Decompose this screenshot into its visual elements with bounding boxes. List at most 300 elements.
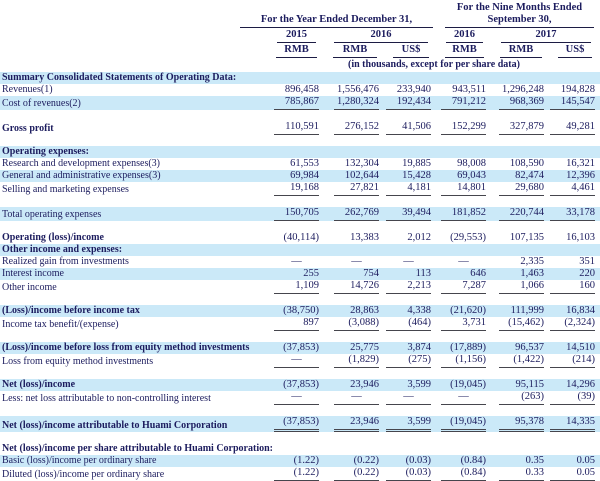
value-text: 1,109 bbox=[274, 280, 319, 294]
value-text: (0.22) bbox=[353, 455, 379, 466]
row-label: Realized gain from investments bbox=[2, 256, 129, 267]
cell-value bbox=[385, 268, 437, 280]
spacer-row bbox=[0, 432, 600, 443]
value-text: 791,212 bbox=[441, 96, 486, 110]
year-header-2017: 2017 bbox=[492, 28, 600, 43]
value-text: 2,213 bbox=[386, 280, 431, 294]
value-text: 41,506 bbox=[386, 121, 431, 135]
value-text: — bbox=[458, 256, 469, 267]
cell-value bbox=[437, 232, 492, 244]
cell-value bbox=[550, 317, 600, 331]
table-row bbox=[0, 207, 600, 221]
cell-value bbox=[385, 391, 437, 405]
cell-value bbox=[437, 158, 492, 170]
value-text: (3,088) bbox=[334, 317, 379, 331]
empty-header-cell bbox=[0, 2, 268, 28]
cell-value bbox=[492, 182, 550, 196]
value-text: 192,434 bbox=[386, 96, 431, 110]
row-label: Selling and marketing expenses bbox=[2, 184, 129, 195]
value-text: (0.03) bbox=[405, 455, 431, 466]
value-text: 19,885 bbox=[402, 158, 431, 169]
row-label: (Loss)/income before income tax bbox=[0, 305, 268, 317]
value-text: 27,821 bbox=[334, 182, 379, 196]
cell-value bbox=[492, 244, 550, 256]
cell-value bbox=[492, 256, 550, 268]
value-text: 968,369 bbox=[499, 96, 544, 110]
value-text: 82,474 bbox=[515, 170, 544, 181]
cell-value bbox=[325, 305, 385, 317]
value-text: 194,828 bbox=[560, 84, 595, 95]
value-text: (19,045) bbox=[450, 379, 486, 390]
spacer-row bbox=[0, 135, 600, 146]
cell-value bbox=[550, 455, 600, 467]
value-text: 3,731 bbox=[441, 317, 486, 331]
cell-value bbox=[492, 232, 550, 244]
cell-value bbox=[385, 72, 437, 84]
row-label: Total operating expenses bbox=[0, 207, 268, 221]
value-text: 1,556,476 bbox=[337, 84, 379, 95]
cell-value bbox=[437, 207, 492, 221]
value-text: 25,775 bbox=[350, 342, 379, 353]
cell-value bbox=[492, 379, 550, 391]
cell-value bbox=[492, 146, 550, 158]
cell-value bbox=[492, 391, 550, 405]
value-text: — bbox=[291, 256, 302, 267]
value-text: 108,590 bbox=[509, 158, 544, 169]
value-text: 16,834 bbox=[566, 305, 595, 316]
table-header bbox=[0, 2, 600, 72]
value-text: (37,853) bbox=[283, 342, 319, 353]
cell-value bbox=[385, 121, 437, 135]
value-text: — bbox=[386, 391, 431, 405]
cell-value bbox=[492, 84, 550, 96]
cell-value bbox=[437, 379, 492, 391]
row-label: Operating (loss)/income bbox=[2, 232, 104, 243]
value-text: (1,422) bbox=[499, 354, 544, 368]
value-text: 29,680 bbox=[499, 182, 544, 196]
cell-value bbox=[492, 96, 550, 110]
units-note-row bbox=[0, 58, 600, 72]
value-text: 95,115 bbox=[515, 379, 544, 390]
value-text: (17,889) bbox=[450, 342, 486, 353]
cell-value bbox=[325, 280, 385, 294]
value-text: 110,591 bbox=[274, 121, 319, 135]
cell-value bbox=[385, 244, 437, 256]
value-text: 15,428 bbox=[402, 170, 431, 181]
spacer-cell bbox=[0, 110, 600, 121]
empty-header-cell bbox=[0, 43, 268, 58]
value-text: 220 bbox=[579, 268, 595, 279]
cell-value bbox=[385, 305, 437, 317]
row-label: (Loss)/income before loss from equity method investments bbox=[0, 342, 268, 354]
cell-value bbox=[325, 182, 385, 196]
spacer-cell bbox=[0, 368, 600, 379]
value-text: (1,829) bbox=[334, 354, 379, 368]
cell-value bbox=[437, 443, 492, 455]
table-row bbox=[0, 268, 600, 280]
cell-value bbox=[550, 84, 600, 96]
cell-value bbox=[325, 268, 385, 280]
cell-value bbox=[550, 379, 600, 391]
value-text: 327,879 bbox=[499, 121, 544, 135]
col-group-nine-months-sep30 bbox=[437, 2, 600, 28]
cell-value bbox=[268, 391, 325, 405]
row-label: Gross profit bbox=[2, 123, 54, 134]
spacer-row bbox=[0, 331, 600, 342]
cell-value bbox=[385, 379, 437, 391]
cell-value bbox=[550, 244, 600, 256]
value-text: 14,335 bbox=[550, 416, 595, 432]
value-text: 754 bbox=[363, 268, 379, 279]
cell-value bbox=[268, 305, 325, 317]
value-text: 61,553 bbox=[290, 158, 319, 169]
value-text: 69,043 bbox=[457, 170, 486, 181]
cell-value bbox=[437, 342, 492, 354]
value-text: 95,378 bbox=[499, 416, 544, 432]
cell-value bbox=[385, 96, 437, 110]
value-text: (1.22) bbox=[293, 455, 319, 466]
col-group-year-ended-dec31 bbox=[260, 2, 437, 28]
page bbox=[0, 2, 600, 480]
cell-value bbox=[325, 96, 385, 110]
row-label: Revenues(1) bbox=[2, 84, 53, 95]
spacer-row bbox=[0, 405, 600, 416]
cell-value bbox=[325, 146, 385, 158]
value-text: 0.05 bbox=[550, 467, 595, 481]
value-text: 111,999 bbox=[510, 305, 544, 316]
cell-value bbox=[550, 416, 600, 432]
cell-value bbox=[325, 207, 385, 221]
row-label: Operating expenses: bbox=[0, 146, 268, 158]
value-text: (275) bbox=[386, 354, 431, 368]
cell-value bbox=[492, 416, 550, 432]
row-label: Net (loss)/income attributable to Huami Corporation bbox=[0, 416, 268, 432]
value-text: 896,458 bbox=[284, 84, 319, 95]
cell-value bbox=[268, 280, 325, 294]
cell-value bbox=[268, 379, 325, 391]
row-label: Other income bbox=[2, 282, 57, 293]
value-text: 4,338 bbox=[407, 305, 431, 316]
cell-value bbox=[325, 455, 385, 467]
cell-value bbox=[437, 244, 492, 256]
table-row bbox=[0, 305, 600, 317]
value-text: 1,066 bbox=[499, 280, 544, 294]
cell-value bbox=[437, 146, 492, 158]
value-text: 7,287 bbox=[441, 280, 486, 294]
cell-value bbox=[437, 170, 492, 182]
currency-header: US$ bbox=[550, 43, 600, 58]
operating-data-table bbox=[0, 2, 600, 481]
spacer-cell bbox=[0, 196, 600, 207]
cell-value bbox=[492, 443, 550, 455]
table-row bbox=[0, 158, 600, 170]
cell-value bbox=[385, 416, 437, 432]
currency-header: US$ bbox=[385, 43, 437, 58]
table-row bbox=[0, 96, 600, 110]
row-label: Diluted (loss)/income per ordinary share bbox=[2, 469, 165, 480]
value-text: (0.84) bbox=[460, 455, 486, 466]
cell-value bbox=[550, 467, 600, 481]
cell-value bbox=[492, 305, 550, 317]
value-text: 13,383 bbox=[350, 232, 379, 243]
financial-statement-document bbox=[0, 2, 600, 481]
row-label: Summary Consolidated Statements of Operating Data: bbox=[0, 72, 268, 84]
cell-value bbox=[492, 170, 550, 182]
cell-value bbox=[268, 244, 325, 256]
value-text: 16,103 bbox=[566, 232, 595, 243]
cell-value bbox=[437, 280, 492, 294]
value-text: 3,874 bbox=[407, 342, 431, 353]
currency-header-row bbox=[0, 43, 600, 58]
cell-value bbox=[437, 268, 492, 280]
value-text: 646 bbox=[470, 268, 486, 279]
cell-value bbox=[268, 232, 325, 244]
cell-value bbox=[268, 268, 325, 280]
value-text: 0.33 bbox=[499, 467, 544, 481]
value-text: 233,940 bbox=[396, 84, 431, 95]
cell-value bbox=[325, 354, 385, 368]
cell-value bbox=[550, 232, 600, 244]
table-row bbox=[0, 416, 600, 432]
value-text: — bbox=[441, 391, 486, 405]
cell-value bbox=[437, 182, 492, 196]
cell-value bbox=[268, 317, 325, 331]
table-row bbox=[0, 121, 600, 135]
col-group-label: For the Nine Months Ended September 30, bbox=[445, 2, 594, 28]
table-row bbox=[0, 170, 600, 182]
spacer-row bbox=[0, 294, 600, 305]
value-text: 4,181 bbox=[386, 182, 431, 196]
value-text: 145,547 bbox=[550, 96, 595, 110]
year-header-2015: 2015 bbox=[268, 28, 325, 43]
cell-value bbox=[268, 467, 325, 481]
row-label: Net (loss)/income per share attributable to Huami Corporation: bbox=[2, 443, 273, 454]
spacer-row bbox=[0, 368, 600, 379]
cell-value bbox=[550, 268, 600, 280]
cell-value bbox=[550, 158, 600, 170]
cell-value bbox=[268, 170, 325, 182]
value-text: (0.03) bbox=[386, 467, 431, 481]
year-header-row bbox=[0, 28, 600, 43]
value-text: 23,946 bbox=[350, 379, 379, 390]
value-text: (37,853) bbox=[283, 379, 319, 390]
value-text: (1.22) bbox=[274, 467, 319, 481]
cell-value bbox=[550, 443, 600, 455]
cell-value bbox=[325, 443, 385, 455]
cell-value bbox=[385, 182, 437, 196]
value-text: 14,296 bbox=[566, 379, 595, 390]
year-header-2016-nine-months: 2016 bbox=[437, 28, 492, 43]
currency-header: RMB bbox=[325, 43, 385, 58]
table-row bbox=[0, 342, 600, 354]
cell-value bbox=[325, 379, 385, 391]
cell-value bbox=[385, 455, 437, 467]
value-text: — bbox=[334, 391, 379, 405]
table-row bbox=[0, 391, 600, 405]
cell-value bbox=[550, 280, 600, 294]
value-text: 897 bbox=[274, 317, 319, 331]
row-label: Research and development expenses(3) bbox=[2, 158, 160, 169]
value-text: 33,178 bbox=[550, 207, 595, 221]
cell-value bbox=[492, 72, 550, 84]
cell-value bbox=[325, 256, 385, 268]
value-text: (0.22) bbox=[334, 467, 379, 481]
table-row bbox=[0, 455, 600, 467]
value-text: 107,135 bbox=[509, 232, 544, 243]
cell-value bbox=[268, 207, 325, 221]
cell-value bbox=[550, 121, 600, 135]
spacer-cell bbox=[0, 294, 600, 305]
value-text: (40,114) bbox=[283, 232, 319, 243]
table-row bbox=[0, 443, 600, 455]
cell-value bbox=[268, 182, 325, 196]
currency-header: RMB bbox=[437, 43, 492, 58]
cell-value bbox=[325, 170, 385, 182]
currency-header: RMB bbox=[492, 43, 550, 58]
table-row bbox=[0, 146, 600, 158]
table-row bbox=[0, 379, 600, 391]
cell-value bbox=[550, 342, 600, 354]
cell-value bbox=[325, 467, 385, 481]
table-row bbox=[0, 354, 600, 368]
value-text: 220,744 bbox=[499, 207, 544, 221]
cell-value bbox=[385, 146, 437, 158]
table-row bbox=[0, 182, 600, 196]
value-text: 14,801 bbox=[441, 182, 486, 196]
cell-value bbox=[385, 170, 437, 182]
value-text: 351 bbox=[579, 256, 595, 267]
cell-value bbox=[437, 305, 492, 317]
spacer-cell bbox=[0, 432, 600, 443]
cell-value bbox=[437, 72, 492, 84]
cell-value bbox=[437, 96, 492, 110]
value-text: (464) bbox=[386, 317, 431, 331]
table-row bbox=[0, 84, 600, 96]
cell-value bbox=[492, 207, 550, 221]
row-label: Basic (loss)/income per ordinary share bbox=[0, 455, 268, 467]
value-text: — bbox=[351, 256, 362, 267]
row-label: Loss from equity method investments bbox=[2, 356, 154, 367]
cell-value bbox=[268, 146, 325, 158]
cell-value bbox=[268, 416, 325, 432]
cell-value bbox=[492, 158, 550, 170]
cell-value bbox=[550, 182, 600, 196]
cell-value bbox=[325, 121, 385, 135]
row-label: Cost of revenues(2) bbox=[0, 96, 268, 110]
value-text: 2,012 bbox=[407, 232, 431, 243]
value-text: 4,461 bbox=[550, 182, 595, 196]
value-text: (19,045) bbox=[441, 416, 486, 432]
cell-value bbox=[325, 158, 385, 170]
spacer-cell bbox=[0, 331, 600, 342]
cell-value bbox=[325, 391, 385, 405]
cell-value bbox=[492, 467, 550, 481]
value-text: (21,620) bbox=[450, 305, 486, 316]
cell-value bbox=[550, 305, 600, 317]
value-text: 1,280,324 bbox=[334, 96, 379, 110]
cell-value bbox=[437, 121, 492, 135]
cell-value bbox=[325, 232, 385, 244]
value-text: 255 bbox=[303, 268, 319, 279]
cell-value bbox=[550, 72, 600, 84]
value-text: 102,644 bbox=[344, 170, 379, 181]
currency-header: RMB bbox=[268, 43, 325, 58]
value-text: 96,537 bbox=[515, 342, 544, 353]
year-header-2016: 2016 bbox=[325, 28, 437, 43]
cell-value bbox=[268, 455, 325, 467]
row-label: Net (loss)/income bbox=[0, 379, 268, 391]
value-text: 785,867 bbox=[274, 96, 319, 110]
value-text: (263) bbox=[499, 391, 544, 405]
cell-value bbox=[437, 455, 492, 467]
value-text: 98,008 bbox=[457, 158, 486, 169]
units-note: (in thousands, except for per share data) bbox=[348, 59, 520, 70]
table-row bbox=[0, 467, 600, 481]
value-text: 181,852 bbox=[441, 207, 486, 221]
value-text: 12,396 bbox=[566, 170, 595, 181]
value-text: 39,494 bbox=[386, 207, 431, 221]
table-row bbox=[0, 72, 600, 84]
cell-value bbox=[492, 268, 550, 280]
value-text: 69,984 bbox=[290, 170, 319, 181]
cell-value bbox=[268, 354, 325, 368]
value-text: 262,769 bbox=[334, 207, 379, 221]
spacer-cell bbox=[0, 135, 600, 146]
table-body bbox=[0, 72, 600, 481]
value-text: 49,281 bbox=[550, 121, 595, 135]
cell-value bbox=[550, 256, 600, 268]
row-label: Other income and expenses: bbox=[0, 244, 268, 256]
value-text: 113 bbox=[415, 268, 431, 279]
value-text: — bbox=[274, 391, 319, 405]
value-text: 1,296,248 bbox=[502, 84, 544, 95]
value-text: 1,463 bbox=[520, 268, 544, 279]
value-text: 152,299 bbox=[441, 121, 486, 135]
value-text: 150,705 bbox=[274, 207, 319, 221]
cell-value bbox=[437, 354, 492, 368]
value-text: 14,726 bbox=[334, 280, 379, 294]
cell-value bbox=[268, 72, 325, 84]
value-text: (214) bbox=[550, 354, 595, 368]
cell-value bbox=[437, 416, 492, 432]
cell-value bbox=[550, 354, 600, 368]
cell-value bbox=[325, 84, 385, 96]
value-text: (29,553) bbox=[450, 232, 486, 243]
cell-value bbox=[437, 317, 492, 331]
spacer-row bbox=[0, 221, 600, 232]
cell-value bbox=[437, 467, 492, 481]
value-text: 19,168 bbox=[274, 182, 319, 196]
value-text: — bbox=[274, 354, 319, 368]
value-text: (37,853) bbox=[274, 416, 319, 432]
cell-value bbox=[492, 354, 550, 368]
value-text: 16,321 bbox=[566, 158, 595, 169]
cell-value bbox=[492, 317, 550, 331]
value-text: 943,511 bbox=[452, 84, 486, 95]
spacer-row bbox=[0, 196, 600, 207]
cell-value bbox=[492, 342, 550, 354]
table-row bbox=[0, 232, 600, 244]
cell-value bbox=[385, 84, 437, 96]
table-row bbox=[0, 317, 600, 331]
cell-value bbox=[325, 342, 385, 354]
cell-value bbox=[268, 96, 325, 110]
spacer-row bbox=[0, 110, 600, 121]
cell-value bbox=[550, 391, 600, 405]
value-text: 28,863 bbox=[350, 305, 379, 316]
value-text: — bbox=[403, 256, 414, 267]
cell-value bbox=[385, 317, 437, 331]
